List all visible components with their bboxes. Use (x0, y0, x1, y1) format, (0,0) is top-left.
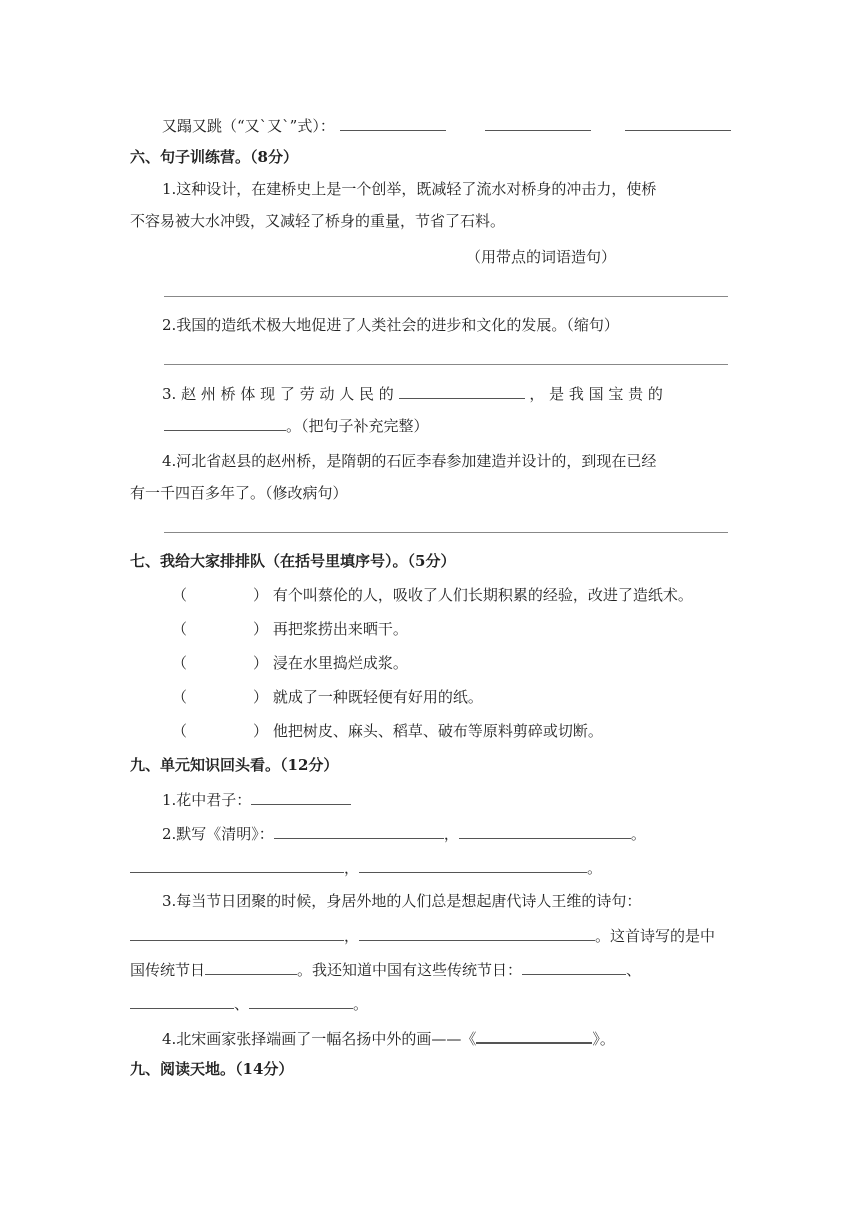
answer-blank[interactable] (476, 1026, 592, 1044)
s7-item-text: 浸在水里捣烂成浆。 (272, 654, 408, 672)
s6-q3-text: 。（把句子补充完整） (286, 417, 429, 435)
s6-q1-text: 1.这种设计，在建桥史上是一个创举， (162, 180, 417, 198)
s7-item (172, 652, 408, 674)
answer-blank[interactable] (251, 788, 351, 805)
dotted-word-you: 又 (265, 212, 281, 230)
paren-open: （ (172, 654, 188, 672)
s9-q2-line2 (130, 856, 602, 879)
s9-q2-text: 2.默写《清明》： (162, 825, 274, 843)
paren-open: （ (172, 620, 188, 638)
s7-item-text: 就成了一种既轻便有好用的纸。 (272, 688, 483, 706)
answer-blank[interactable] (522, 958, 626, 975)
s6-q2: 2.我国的造纸术极大地促进了人类社会的进步和文化的发展。（缩句） (162, 316, 619, 334)
section-7-heading: 七、我给大家排排队（在括号里填序号）。（5分） (130, 552, 456, 570)
answer-blank[interactable] (164, 414, 286, 431)
top-prompt: 又蹋又跳（“又`又`”式）： (162, 117, 335, 135)
s9-q3-text: 。我还知道中国有这些传统节日： (297, 961, 523, 979)
s9-q1-text: 1.花中君子： (162, 791, 252, 809)
s7-item (172, 618, 408, 640)
paren-close: ） (253, 620, 269, 638)
comma: ， (344, 927, 360, 945)
s6-q1-line2 (130, 210, 505, 232)
s9-q3-text: 。这首诗写的是中 (595, 927, 716, 945)
section-6-heading: 六、句子训练营。（8分） (130, 148, 298, 166)
s9-q4 (162, 1026, 615, 1050)
top-prompt-line (162, 114, 731, 137)
answer-line[interactable] (164, 296, 728, 297)
s9-q1 (162, 788, 351, 811)
s7-item-text: 再把浆捞出来晒干。 (272, 620, 408, 638)
s9-q3-line1: 3.每当节日团聚的时候，身居外地的人们总是想起唐代诗人王维的诗句： (162, 892, 642, 910)
s6-q4-line1: 4.河北省赵县的赵州桥，是隋朝的石匠李春参加建造并设计的，到现在已经 (162, 452, 657, 470)
paren-close: ） (253, 688, 269, 706)
answer-blank[interactable] (359, 856, 587, 873)
answer-line[interactable] (164, 532, 728, 533)
s9-q3-line3 (130, 958, 641, 981)
paren-open: （ (172, 688, 188, 706)
section-9b-heading: 九、阅读天地。（14分） (130, 1060, 294, 1078)
s6-q3-text: ， 是 我 国 宝 贵 的 (529, 385, 663, 403)
dun-mark: 、 (626, 961, 642, 979)
s9-q4-text: 4.北宋画家张择端画了一幅名扬中外的画——《 (162, 1030, 477, 1048)
s7-item-text: 有个叫蔡伦的人，吸收了人们长期积累的经验，改进了造纸术。 (272, 586, 693, 604)
answer-blank[interactable] (625, 114, 731, 131)
s9-q4-text: 》。 (592, 1030, 615, 1048)
paren-close: ） (253, 586, 269, 604)
answer-blank[interactable] (205, 958, 297, 975)
s6-q3-line2 (164, 414, 429, 437)
s9-q3-text: 国传统节日 (130, 961, 206, 979)
s6-q3-line1 (162, 382, 663, 405)
s6-q1-text: 不容易被大水冲毁， (130, 212, 266, 230)
answer-blank[interactable] (274, 822, 444, 839)
answer-blank[interactable] (130, 992, 234, 1009)
paren-open: （ (172, 586, 188, 604)
dun-mark: 、 (234, 995, 250, 1013)
s7-item (172, 584, 693, 606)
section-9a-heading: 九、单元知识回头看。（12分） (130, 756, 339, 774)
answer-line[interactable] (164, 364, 728, 365)
s6-q3-text: 3. 赵 州 桥 体 现 了 劳 动 人 民 的 (162, 385, 394, 403)
s7-item (172, 720, 603, 742)
period: 。 (353, 995, 369, 1013)
paren-close: ） (253, 654, 269, 672)
answer-blank[interactable] (130, 924, 344, 941)
answer-blank[interactable] (340, 114, 446, 131)
answer-blank[interactable] (399, 382, 525, 399)
s6-q1-hint: （用带点的词语造句） (466, 248, 617, 266)
s7-item-text: 他把树皮、麻头、稻草、破布等原料剪碎或切断。 (272, 722, 603, 740)
s9-q3-line2 (130, 924, 715, 947)
s9-q2-line1 (162, 822, 646, 845)
s6-q1-text: 减轻了流水对桥身的冲击力，使桥 (431, 180, 657, 198)
dotted-word-ji: 既 (416, 180, 432, 198)
period: 。 (630, 825, 646, 843)
s6-q4-line2: 有一千四百多年了。（修改病句） (130, 484, 348, 502)
paren-open: （ (172, 722, 188, 740)
answer-blank[interactable] (130, 856, 344, 873)
s6-q1-line1 (162, 178, 656, 200)
answer-blank[interactable] (249, 992, 353, 1009)
paren-close: ） (253, 722, 269, 740)
comma: ， (443, 825, 459, 843)
s9-q3-line4 (130, 992, 368, 1015)
answer-blank[interactable] (459, 822, 631, 839)
s7-item (172, 686, 483, 708)
answer-blank[interactable] (485, 114, 591, 131)
period: 。 (587, 859, 603, 877)
comma: ， (344, 859, 360, 877)
s6-q1-text: 减轻了桥身的重量，节省了石料。 (280, 212, 506, 230)
answer-blank[interactable] (359, 924, 595, 941)
